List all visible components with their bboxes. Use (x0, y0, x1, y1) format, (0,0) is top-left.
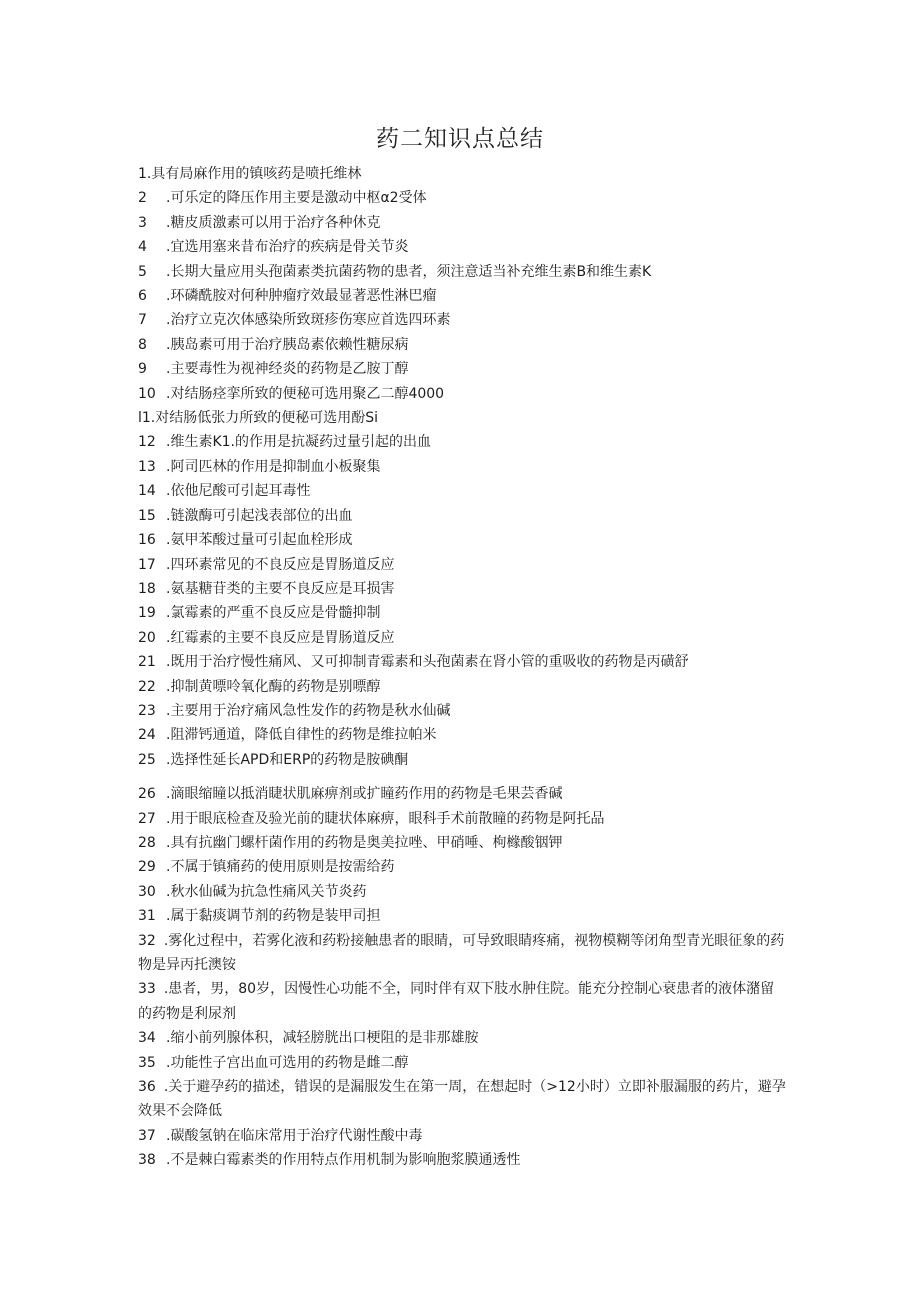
item-number: 30 (138, 883, 156, 900)
item-text: .抑制黄嘌呤氧化酶的药物是别嘌醇 (166, 678, 381, 695)
list-item (138, 699, 788, 723)
item-number: 14 (138, 483, 156, 500)
list-item (138, 855, 788, 879)
item-text: .红霉素的主要不良反应是胃肠道反应 (166, 629, 395, 646)
item-text: .用于眼底检查及验光前的睫状体麻痹，眼科手术前散瞳的药物是阿托品 (166, 810, 605, 827)
item-text: .宜选用塞来昔布治疗的疾病是骨关节炎 (166, 239, 409, 256)
item-number: 2 (138, 190, 147, 207)
item-number: 4 (138, 239, 147, 256)
list-item (138, 650, 788, 674)
item-number: 8 (138, 336, 147, 353)
item-number: 16 (138, 532, 156, 549)
item-text: .不是棘白霉素类的作用特点作用机制为影响胞浆膜通透性 (166, 1152, 521, 1169)
item-number: 5 (138, 263, 147, 280)
item-text: .依他尼酸可引起耳毒性 (166, 483, 311, 500)
item-number: 18 (138, 580, 156, 597)
item-number: 37 (138, 1127, 156, 1144)
list-item (138, 528, 788, 552)
item-number: 28 (138, 834, 156, 851)
list-item (138, 406, 788, 430)
item-text: .对结肠痉挛所致的便秘可选用聚乙二醇4000 (166, 385, 445, 402)
list-item (138, 382, 788, 406)
item-text: .既用于治疗慢性痛风、又可抑制青霉素和头孢菌素在肾小管的重吸收的药物是丙磺舒 (166, 654, 689, 671)
item-text: .功能性子宫出血可选用的药物是雌二醇 (166, 1054, 409, 1071)
item-number: 13 (138, 458, 156, 475)
item-text: .四环素常见的不良反应是胃肠道反应 (166, 556, 395, 573)
item-text: .治疗立克次体感染所致斑疹伤寒应首选四环素 (166, 312, 451, 329)
list-item (138, 723, 788, 747)
list-item (138, 284, 788, 308)
item-number: 31 (138, 908, 156, 925)
list-item (138, 831, 788, 855)
item-text: .碳酸氢钠在临床常用于治疗代谢性酸中毒 (166, 1127, 423, 1144)
item-number: 29 (138, 859, 156, 876)
section-gap (138, 772, 788, 782)
item-number: 38 (138, 1152, 156, 1169)
item-number: l1 (138, 410, 151, 427)
item-text: .可乐定的降压作用主要是激动中枢α2受体 (166, 190, 427, 207)
list-item (138, 333, 788, 357)
item-text: .糖皮质激素可以用于治疗各种休克 (166, 214, 381, 231)
list-item (138, 626, 788, 650)
item-number: 22 (138, 678, 156, 695)
item-number: 24 (138, 727, 156, 744)
list-item (138, 748, 788, 772)
item-text: .阻滞钙通道，降低自律性的药物是维拉帕米 (166, 727, 437, 744)
item-number: 7 (138, 312, 147, 329)
item-text: .不属于镇痛药的使用原则是按需给药 (166, 859, 395, 876)
item-number: 6 (138, 288, 147, 305)
item-number: 3 (138, 214, 147, 231)
item-text: .氨基糖苷类的主要不良反应是耳损害 (166, 580, 395, 597)
list-item (138, 977, 788, 1026)
item-number: 35 (138, 1054, 156, 1071)
item-text: .长期大量应用头孢菌素类抗菌药物的患者，须注意适当补充维生素B和维生素K (166, 263, 652, 280)
list-item (138, 308, 788, 332)
item-text: .氯霉素的严重不良反应是骨髓抑制 (166, 605, 381, 622)
item-number: 20 (138, 629, 156, 646)
list-item (138, 504, 788, 528)
list-item (138, 162, 788, 186)
item-number: 27 (138, 810, 156, 827)
list-item (138, 1026, 788, 1050)
item-number: 21 (138, 654, 156, 671)
list-item (138, 675, 788, 699)
list-item (138, 211, 788, 235)
item-text: .秋水仙碱为抗急性痛风关节炎药 (166, 883, 367, 900)
item-number: 33 (138, 981, 156, 998)
list-item (138, 1075, 788, 1124)
item-text: .维生素K1.的作用是抗凝药过量引起的出血 (166, 434, 431, 451)
item-text: .具有抗幽门螺杆菌作用的药物是奥美拉唑、甲硝唾、枸橼酸铟钾 (166, 834, 563, 851)
page-title: 药二知识点总结 (376, 126, 544, 152)
item-text: .选择性延长APD和ERP的药物是胺碘酮 (166, 751, 409, 768)
item-text: .主要毒性为视神经炎的药物是乙胺丁醇 (166, 361, 409, 378)
knowledge-list (138, 162, 788, 1173)
item-number: 32 (138, 932, 156, 949)
item-number: 15 (138, 507, 156, 524)
item-number: 36 (138, 1079, 156, 1096)
list-item (138, 1051, 788, 1075)
item-number: 19 (138, 605, 156, 622)
item-text: .氨甲苯酸过量可引起血栓形成 (166, 532, 353, 549)
list-item (138, 455, 788, 479)
item-text: .患者，男，80岁，因慢性心功能不全，同时伴有双下肢水肿住院。能充分控制心衰患者的液体潴留的药物是利尿剂 (138, 981, 775, 1022)
item-text: .具有局麻作用的镇咳药是喷托维林 (146, 166, 362, 182)
list-item (138, 186, 788, 210)
item-number: 1 (138, 166, 147, 182)
item-text: .链激酶可引起浅表部位的出血 (166, 507, 353, 524)
list-item (138, 929, 788, 978)
item-text: .属于黏痰调节剂的药物是装甲司担 (166, 908, 381, 925)
list-item (138, 1148, 788, 1172)
list-item (138, 479, 788, 503)
list-item (138, 1124, 788, 1148)
item-number: 34 (138, 1030, 156, 1047)
item-text: .关于避孕药的描述，错误的是漏服发生在第一周，在想起时（>12小时）立即补服漏服的药片，避孕效果不会降低 (138, 1079, 786, 1120)
list-item (138, 260, 788, 284)
item-text: .胰岛素可用于治疗胰岛素依赖性糖尿病 (166, 336, 409, 353)
item-number: 26 (138, 786, 156, 803)
item-number: 12 (138, 434, 156, 451)
item-number: 25 (138, 751, 156, 768)
list-item (138, 880, 788, 904)
list-item (138, 782, 788, 806)
list-item (138, 807, 788, 831)
list-item (138, 577, 788, 601)
item-number: 10 (138, 385, 156, 402)
item-text: .环磷酰胺对何种肿瘤疗效最显著恶性淋巴瘤 (166, 288, 437, 305)
list-item (138, 904, 788, 928)
list-item (138, 601, 788, 625)
item-text: .缩小前列腺体积，减轻膀胱出口梗阻的是非那雄胺 (166, 1030, 479, 1047)
list-item (138, 235, 788, 259)
item-number: 17 (138, 556, 156, 573)
list-item (138, 553, 788, 577)
item-text: .滴眼缩瞳以抵消睫状肌麻痹剂或扩瞳药作用的药物是毛果芸香碱 (166, 786, 563, 803)
item-number: 23 (138, 702, 156, 719)
list-item (138, 430, 788, 454)
item-number: 9 (138, 361, 147, 378)
item-text: .主要用于治疗痛风急性发作的药物是秋水仙碱 (166, 702, 451, 719)
item-text: .雾化过程中，若雾化液和药粉接触患者的眼睛，可导致眼睛疼痛，视物模糊等闭角型青光眼征象的药物是异丙托澳铵 (138, 932, 785, 973)
list-item (138, 357, 788, 381)
item-text: .对结肠低张力所致的便秘可选用酚Si (150, 410, 379, 427)
item-text: .阿司匹林的作用是抑制血小板聚集 (166, 458, 381, 475)
